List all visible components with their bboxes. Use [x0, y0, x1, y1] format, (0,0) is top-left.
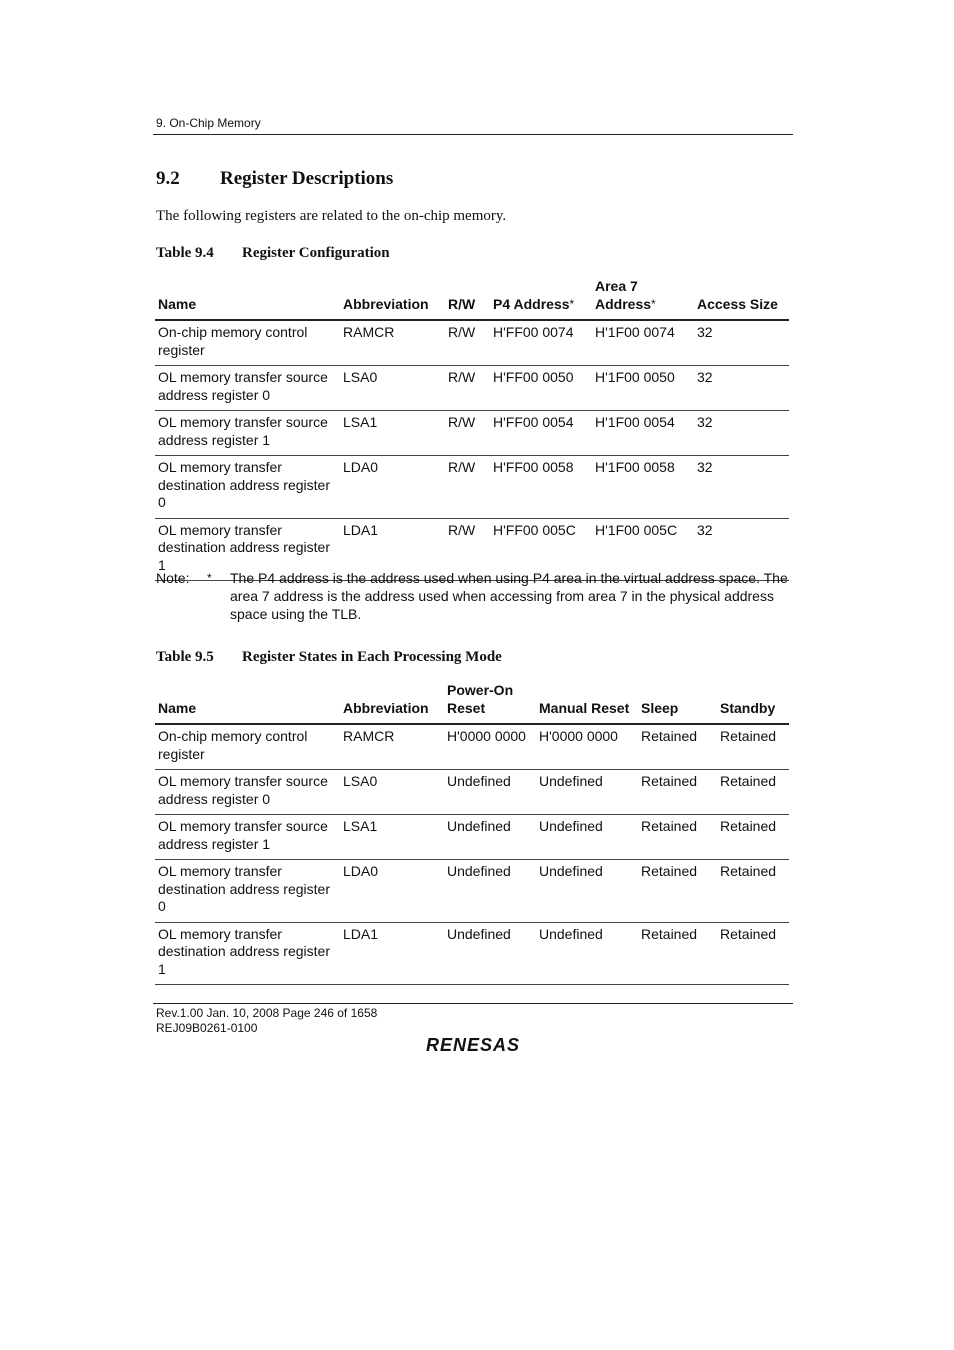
- table2-caption-title: Register States in Each Processing Mode: [242, 649, 502, 665]
- register-configuration-table: [155, 278, 789, 581]
- cell-p4-address: H'FF00 0050: [490, 366, 592, 411]
- cell-standby: Retained: [717, 815, 789, 860]
- cell-standby: Retained: [717, 922, 789, 985]
- table-row: [155, 456, 789, 519]
- cell-standby: Retained: [717, 770, 789, 815]
- cell-name: OL memory transfer source address register 0: [155, 366, 340, 411]
- cell-p4-address: H'FF00 0074: [490, 320, 592, 366]
- cell-power-on-reset: Undefined: [444, 815, 536, 860]
- cell-area7-address: H'1F00 0054: [592, 411, 694, 456]
- cell-access-size: 32: [694, 320, 789, 366]
- renesas-logo: [413, 1032, 533, 1058]
- cell-area7-address: H'1F00 0058: [592, 456, 694, 519]
- table1-caption-number: Table 9.4: [156, 245, 214, 261]
- cell-name: OL memory transfer source address register 1: [155, 815, 340, 860]
- cell-rw: R/W: [445, 366, 490, 411]
- table-row: [155, 411, 789, 456]
- note-text: The P4 address is the address used when using P4 area in the virtual address space. The area 7 address is the address used when accessing from area 7 in the physical address space using the TLB.: [230, 570, 788, 622]
- cell-abbreviation: LSA0: [340, 770, 444, 815]
- cell-sleep: Retained: [638, 815, 717, 860]
- col-header-standby: Standby: [717, 682, 789, 724]
- cell-name: OL memory transfer destination address register 1: [155, 922, 340, 985]
- col-header-abbreviation: Abbreviation: [340, 278, 445, 320]
- p4-address-label: P4 Address: [493, 295, 570, 312]
- section-title: Register Descriptions: [220, 168, 394, 189]
- cell-access-size: 32: [694, 366, 789, 411]
- cell-sleep: Retained: [638, 922, 717, 985]
- table-row: [155, 922, 789, 985]
- cell-power-on-reset: H'0000 0000: [444, 724, 536, 770]
- table-row: [155, 860, 789, 923]
- cell-manual-reset: Undefined: [536, 815, 638, 860]
- cell-area7-address: H'1F00 005C: [592, 518, 694, 581]
- table-row: [155, 815, 789, 860]
- table-row: [155, 320, 789, 366]
- running-head: 9. On-Chip Memory: [156, 116, 261, 130]
- cell-access-size: 32: [694, 518, 789, 581]
- cell-rw: R/W: [445, 320, 490, 366]
- cell-abbreviation: RAMCR: [340, 320, 445, 366]
- cell-rw: R/W: [445, 411, 490, 456]
- cell-manual-reset: Undefined: [536, 860, 638, 923]
- col-header-name: Name: [155, 682, 340, 724]
- col-header-access-size: Access Size: [694, 278, 789, 320]
- logo-wordmark: RENESAS: [425, 1035, 521, 1055]
- footnote-marker: *: [651, 296, 656, 311]
- register-states-table: [155, 682, 789, 985]
- section-intro: The following registers are related to the on-chip memory.: [156, 208, 507, 224]
- section-number: 9.2: [156, 168, 180, 189]
- col-header-sleep: Sleep: [638, 682, 717, 724]
- note-asterisk: *: [207, 571, 212, 585]
- cell-abbreviation: LDA1: [340, 922, 444, 985]
- cell-abbreviation: LDA0: [340, 456, 445, 519]
- cell-abbreviation: RAMCR: [340, 724, 444, 770]
- table2-caption-number: Table 9.5: [156, 649, 214, 665]
- power-on-label-line1: Power-On: [447, 682, 514, 698]
- area7-label-line2: Address: [595, 295, 652, 312]
- cell-sleep: Retained: [638, 770, 717, 815]
- cell-p4-address: H'FF00 0054: [490, 411, 592, 456]
- area7-label-line1: Area 7: [595, 278, 638, 294]
- footer-document-number: REJ09B0261-0100: [156, 1021, 258, 1035]
- table1-caption-title: Register Configuration: [242, 245, 390, 261]
- cell-abbreviation: LSA1: [340, 411, 445, 456]
- cell-sleep: Retained: [638, 724, 717, 770]
- cell-name: On-chip memory control register: [155, 320, 340, 366]
- power-on-label-line2: Reset: [447, 699, 486, 716]
- cell-abbreviation: LSA1: [340, 815, 444, 860]
- cell-name: OL memory transfer source address register 1: [155, 411, 340, 456]
- cell-area7-address: H'1F00 0074: [592, 320, 694, 366]
- table-header-row: [155, 278, 789, 320]
- col-header-name: Name: [155, 278, 340, 320]
- cell-area7-address: H'1F00 0050: [592, 366, 694, 411]
- cell-abbreviation: LDA1: [340, 518, 445, 581]
- header-rule: [153, 134, 793, 135]
- cell-rw: R/W: [445, 518, 490, 581]
- col-header-manual-reset: Manual Reset: [536, 682, 638, 724]
- cell-manual-reset: H'0000 0000: [536, 724, 638, 770]
- col-header-area7-address: [592, 278, 694, 320]
- table-header-row: [155, 682, 789, 724]
- note-label: Note:: [156, 570, 190, 586]
- table-row: [155, 770, 789, 815]
- cell-abbreviation: LSA0: [340, 366, 445, 411]
- col-header-p4-address: [490, 278, 592, 320]
- cell-power-on-reset: Undefined: [444, 860, 536, 923]
- cell-name: OL memory transfer destination address register 0: [155, 860, 340, 923]
- col-header-rw: R/W: [445, 278, 490, 320]
- footer-rule: [153, 1003, 793, 1004]
- cell-name: On-chip memory control register: [155, 724, 340, 770]
- col-header-power-on-reset: [444, 682, 536, 724]
- cell-manual-reset: Undefined: [536, 770, 638, 815]
- cell-power-on-reset: Undefined: [444, 922, 536, 985]
- cell-p4-address: H'FF00 005C: [490, 518, 592, 581]
- cell-name: OL memory transfer destination address register 0: [155, 456, 340, 519]
- cell-access-size: 32: [694, 456, 789, 519]
- table-row: [155, 366, 789, 411]
- cell-manual-reset: Undefined: [536, 922, 638, 985]
- col-header-abbreviation: Abbreviation: [340, 682, 444, 724]
- cell-abbreviation: LDA0: [340, 860, 444, 923]
- footnote-marker: *: [569, 296, 575, 311]
- cell-access-size: 32: [694, 411, 789, 456]
- cell-name: OL memory transfer source address register 0: [155, 770, 340, 815]
- cell-p4-address: H'FF00 0058: [490, 456, 592, 519]
- cell-standby: Retained: [717, 860, 789, 923]
- cell-sleep: Retained: [638, 860, 717, 923]
- footer-revision: Rev.1.00 Jan. 10, 2008 Page 246 of 1658: [156, 1006, 378, 1020]
- cell-power-on-reset: Undefined: [444, 770, 536, 815]
- cell-name: OL memory transfer destination address register 1: [155, 518, 340, 581]
- cell-rw: R/W: [445, 456, 490, 519]
- cell-standby: Retained: [717, 724, 789, 770]
- table-row: [155, 724, 789, 770]
